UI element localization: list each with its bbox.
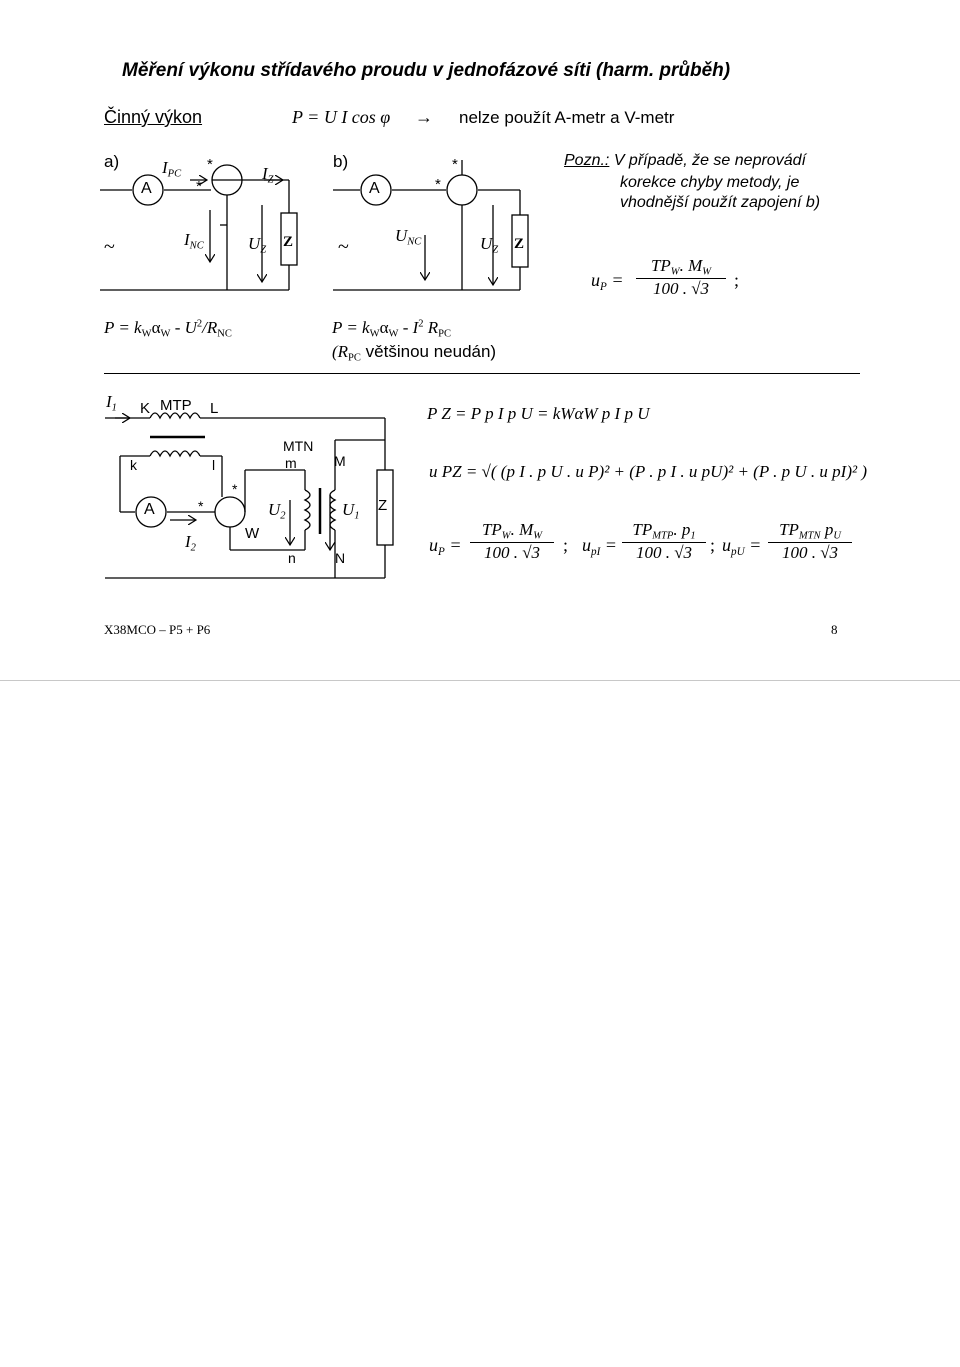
voltage-uz-b-label: $U_Z$ [480,234,499,256]
voltage-uz-label: $U_Z$ [248,234,267,256]
fraction-numerator: $TP_{MTN}$ $p_U$ [768,520,852,543]
fraction-numerator: $TP_{MTP}$. $p_1$ [622,520,706,543]
formula-upi-fraction [622,520,706,563]
voltage-unc-label: $U_{NC}$ [395,226,422,248]
page-number: 8 [831,622,838,637]
formula-a: $P = k_W\alpha_W - U^2/R_{NC}$ [104,318,232,340]
circuit-diagrams [0,0,960,680]
current-inc-label: $I_{NC}$ [184,230,204,252]
terminal-n-small-label: n [288,550,296,566]
remark-line-3: vhodnější použít zapojení b) [620,194,821,211]
arrow-icon: → [415,107,433,127]
mtp-label: MTP [160,397,192,414]
fraction-denominator: 100 . √3 [781,542,839,562]
pz-formula: P Z = P p I p U = kWαW p I p U [427,404,650,423]
formula-up-fraction [636,256,726,299]
wattmeter-c-symbol [215,497,245,527]
current-iz-label: $I_Z$ [262,164,274,186]
source-a-symbol: ~ [104,236,115,258]
star-mark: * [198,498,204,514]
remark-line-2: korekce chyby metody, je [620,174,800,191]
mtn-label: MTN [283,438,314,454]
terminal-n-label: N [335,550,346,566]
mtp-secondary-coil [150,451,200,456]
formula-up-semicolon: ; [734,270,740,290]
fraction-numerator: $TP_W$. $M_W$ [636,256,726,279]
load-z-b-label: Z [514,236,525,252]
fraction-denominator: 100 . √3 [635,542,693,562]
formula-b-note: ($R_{PC}$ většinou neudán) [332,342,497,364]
current-i1-label: $I_1$ [106,392,117,414]
terminal-m-label: M [334,453,346,469]
active-power-note: nelze použít A-metr a V-metr [459,108,675,127]
load-z-a-label: Z [283,234,294,250]
formula-b: $P = k_W\alpha_W - I^2$ $R_{PC}$ [332,318,452,340]
source-b-symbol: ~ [338,236,349,258]
mtn-secondary-coil [305,490,310,530]
ammeter-c-label: A [144,501,155,518]
active-power-heading: Činný výkon [104,107,203,127]
terminal-l-small-label: l [212,457,216,473]
terminal-k-small-label: k [130,457,137,473]
circuit-b-label: b) [333,152,349,171]
wattmeter-c-label: W [245,525,260,542]
star-mark: * [452,156,458,173]
mtn-primary-coil [330,490,335,530]
star-mark: * [435,176,441,193]
active-power-formula: P = U I cos φ [292,107,391,127]
fraction-denominator: 100 . √3 [483,542,541,562]
remark-text: Pozn.: V případě, že se neprovádí [564,152,806,169]
formula-up-bottom-fraction [470,520,554,563]
current-i2-label: $I_2$ [185,532,196,554]
fraction-numerator: $TP_W$. $M_W$ [470,520,554,543]
terminal-k-label: K [140,400,151,417]
terminal-l-label: L [210,400,219,417]
section-divider [104,373,860,374]
formula-upu-lhs: $u_{pU}$ = [722,535,762,558]
formula-up-bottom-lhs: $u_P$ = [429,535,462,558]
star-mark: * [196,178,202,195]
blank-page [0,681,960,1367]
upz-formula: u PZ = √( (p I . p U . u P)² + (P . p I . u pU)² + (P . p U . u pI)² ) [429,462,868,481]
star-mark: * [207,156,213,173]
formula-up-lhs: $u_P$ = [591,270,624,293]
voltage-u1-label: $U_1$ [342,500,360,522]
fraction-denominator: 100 . √3 [652,278,710,298]
formula-upu-fraction [768,520,852,563]
circuit-c-wiring [105,413,393,578]
terminal-m-small-label: m [285,455,297,471]
voltage-u2-label: $U_2$ [268,500,286,522]
current-ipc-label: $I_{PC}$ [162,158,182,180]
semicolon: ; [710,535,716,555]
load-z-c-label: Z [378,497,388,514]
circuit-b-wiring [333,160,528,290]
ammeter-a-label: A [141,180,152,197]
ammeter-b-label: A [369,180,380,197]
star-mark: * [232,481,238,497]
footer-course: X38MCO – P5 + P6 [104,622,211,637]
formula-upi-lhs: $u_{pI}$ = [582,535,617,558]
semicolon: ; [563,535,569,555]
wattmeter-b-symbol [447,175,477,205]
circuit-a-label: a) [104,152,120,171]
page-title: Měření výkonu střídavého proudu v jednofázové síti (harm. průběh) [122,60,731,81]
